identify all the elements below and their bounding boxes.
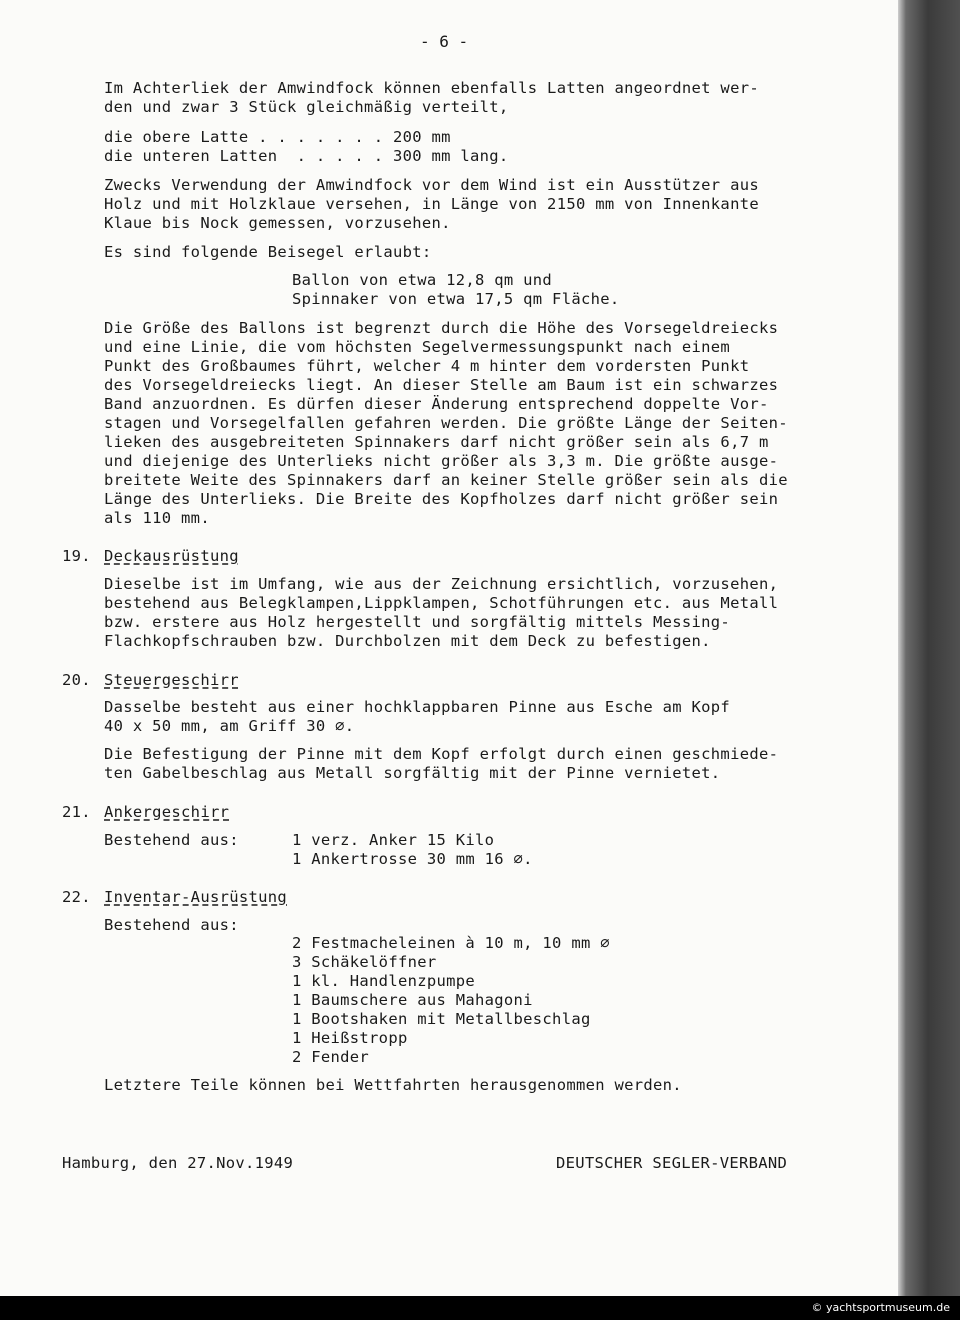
- section-line: 40 x 50 mm, am Griff 30 ∅.: [104, 717, 355, 735]
- list-item: 1 kl. Handlenzpumpe: [292, 972, 476, 990]
- organization-name: DEUTSCHER SEGLER-VERBAND: [556, 1154, 788, 1172]
- section-line: Dasselbe besteht aus einer hochklappbaren Pinne aus Esche am Kopf: [104, 698, 731, 716]
- page-binding-shadow: [898, 0, 960, 1296]
- list-item: 1 Ankertrosse 30 mm 16 ∅.: [292, 850, 533, 868]
- section-heading: Inventar-Ausrüstung: [104, 888, 288, 906]
- latten-line: die obere Latte . . . . . . . 200 mm: [104, 128, 451, 146]
- section-heading: Steuergeschirr: [104, 671, 239, 689]
- section-line: Flachkopfschrauben bzw. Durchbolzen mit dem Deck zu befestigen.: [104, 632, 711, 650]
- section-heading: Ankergeschirr: [104, 803, 230, 821]
- beisegel-item: Ballon von etwa 12,8 qm und: [292, 271, 553, 289]
- ballon-line: und diejenige des Unterlieks nicht größer als 3,3 m. Die größte ausge-: [104, 452, 779, 470]
- list-item: 2 Fender: [292, 1048, 370, 1066]
- ballon-line: lieken des ausgebreiteten Spinnakers darf nicht größer sein als 6,7 m: [104, 433, 769, 451]
- list-item: 1 Baumschere aus Mahagoni: [292, 991, 533, 1009]
- beisegel-intro: Es sind folgende Beisegel erlaubt:: [104, 243, 432, 261]
- section-line: Dieselbe ist im Umfang, wie aus der Zeichnung ersichtlich, vorzusehen,: [104, 575, 779, 593]
- section-number: 22.: [62, 888, 91, 906]
- section-line: ten Gabelbeschlag aus Metall sorgfältig mit der Pinne vernietet.: [104, 764, 721, 782]
- watermark-text: © yachtsportmuseum.de: [811, 1301, 950, 1314]
- list-item: 1 verz. Anker 15 Kilo: [292, 831, 495, 849]
- watermark-bar: [0, 1296, 960, 1320]
- intro-line: Im Achterliek der Amwindfock können ebenfalls Latten angeordnet wer-: [104, 79, 759, 97]
- ballon-line: Länge des Unterlieks. Die Breite des Kopfholzes darf nicht größer sein: [104, 490, 779, 508]
- ballon-line: Punkt des Großbaumes führt, welcher 4 m hinter dem vordersten Punkt: [104, 357, 750, 375]
- list-item: 2 Festmacheleinen à 10 m, 10 mm ∅: [292, 934, 610, 952]
- ballon-line: stagen und Vorsegelfallen gefahren werden. Die größte Länge der Seiten-: [104, 414, 788, 432]
- section-number: 20.: [62, 671, 91, 689]
- section-line: bzw. erstere aus Holz hergestellt und sorgfältig mittels Messing-: [104, 613, 731, 631]
- section-note: Letztere Teile können bei Wettfahrten herausgenommen werden.: [104, 1076, 682, 1094]
- section-label: Bestehend aus:: [104, 916, 239, 934]
- beisegel-item: Spinnaker von etwa 17,5 qm Fläche.: [292, 290, 620, 308]
- section-line: Die Befestigung der Pinne mit dem Kopf erfolgt durch einen geschmiede-: [104, 745, 779, 763]
- latten-line: die unteren Latten . . . . . 300 mm lang.: [104, 147, 509, 165]
- place-date: Hamburg, den 27.Nov.1949: [62, 1154, 294, 1172]
- ballon-line: und eine Linie, die vom höchsten Segelvermessungspunkt nach einem: [104, 338, 731, 356]
- section-number: 21.: [62, 803, 91, 821]
- section-number: 19.: [62, 547, 91, 565]
- ausstuetzer-line: Holz und mit Holzklaue versehen, in Länge von 2150 mm von Innenkante: [104, 195, 759, 213]
- ausstuetzer-line: Klaue bis Nock gemessen, vorzusehen.: [104, 214, 451, 232]
- ballon-line: als 110 mm.: [104, 509, 210, 527]
- intro-line: den und zwar 3 Stück gleichmäßig verteilt,: [104, 98, 509, 116]
- ausstuetzer-line: Zwecks Verwendung der Amwindfock vor dem Wind ist ein Ausstützer aus: [104, 176, 759, 194]
- page-number: - 6 -: [420, 32, 469, 51]
- ballon-line: Die Größe des Ballons ist begrenzt durch die Höhe des Vorsegeldreiecks: [104, 319, 779, 337]
- section-line: bestehend aus Belegklampen,Lippklampen, Schotführungen etc. aus Metall: [104, 594, 779, 612]
- list-item: 1 Bootshaken mit Metallbeschlag: [292, 1010, 591, 1028]
- section-heading: Deckausrüstung: [104, 547, 239, 565]
- list-item: 1 Heißstropp: [292, 1029, 408, 1047]
- section-label: Bestehend aus:: [104, 831, 239, 849]
- ballon-line: des Vorsegeldreiecks liegt. An dieser Stelle am Baum ist ein schwarzes: [104, 376, 779, 394]
- ballon-line: breitete Weite des Spinnakers darf an keiner Stelle größer sein als die: [104, 471, 788, 489]
- list-item: 3 Schäkelöffner: [292, 953, 437, 971]
- ballon-line: Band anzuordnen. Es dürfen dieser Änderung entsprechend doppelte Vor-: [104, 395, 769, 413]
